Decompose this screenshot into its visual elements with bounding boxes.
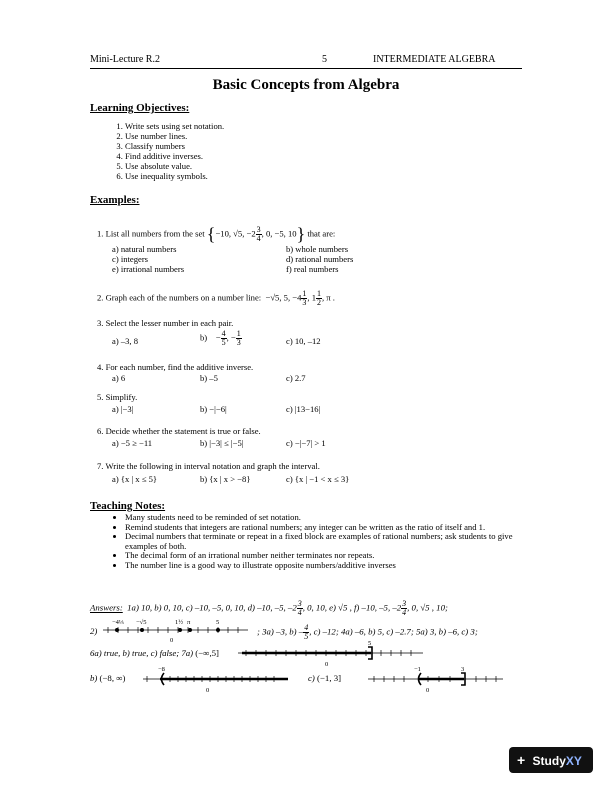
list-item: • Remind students that integers are rational numbers; any integer can be written as the ratio of itself and 1. [125,523,535,533]
example-1: 1. List all numbers from the set {−10, √5, −2 $\frac{3}{4}$ , 0, −5, 10} that are: [97,224,336,244]
label-neg-sqrt5: −√5 [136,619,147,626]
list-item: • The decimal form of an irrational number neither terminates nor repeats. [125,551,535,561]
list-item: 6. Use inequality symbols. [125,172,224,182]
label-pi: π [187,619,191,626]
label-3: 3 [461,666,465,673]
ex4-a: a) 6 [112,373,126,383]
label-0: 0 [206,687,210,694]
ex3-b: b) − $\frac{4}{5}$ , − $\frac{1}{3}$ [200,329,241,347]
header-right: INTERMEDIATE ALGEBRA [373,54,496,65]
ex1-b: b) whole numbers [286,244,349,254]
point-neg-sqrt5 [140,628,144,632]
answers-line-2: ; 3a) –3, b) – $\frac{4}{5}$ , c) –12; 4a) –6, b) 5, c) –2.7; 5a) 3, b) –6, c) 3; [257,623,478,641]
ex7-b: b) {x | x > −8} [200,474,251,484]
teaching-heading: Teaching Notes: [90,500,166,512]
ex4-c: c) 2.7 [286,373,306,383]
point-neg-4-1-3 [115,628,119,632]
label-0: 0 [426,687,430,694]
page-number: 5 [322,54,327,65]
ex4-b: b) –5 [200,373,218,383]
example-3: 3. Select the lesser number in each pair. [97,318,234,328]
ex1-e: e) irrational numbers [112,264,185,274]
point-1-1-2 [178,628,182,632]
ex1-f: f) real numbers [286,264,339,274]
header-rule [90,68,522,69]
list-item: • Decimal numbers that terminate or repeat in a fixed block are examples of rational numbers; ask students to give examples of both. [125,532,535,551]
number-line-ex2 [103,620,253,644]
point-5 [216,628,220,632]
example-2: 2. Graph each of the numbers on a number line: −√5, 5, −4 $\frac{1}{3}$ , 1 $\frac{1}{2}$ , π . [97,289,335,307]
ex5-c: c) |13−16| [286,404,321,414]
examples-heading: Examples: [90,194,140,206]
ex1-a: a) natural numbers [112,244,177,254]
studyxy-badge[interactable] [509,747,593,773]
label-0: 0 [325,661,329,668]
objectives-heading: Learning Objectives: [90,102,190,114]
answers-line-4: b) (−8, ∞) [90,673,126,683]
number-line-7a [238,642,428,668]
label-1-1-2: 1½ [175,619,184,626]
ex7-c: c) {x | −1 < x ≤ 3} [286,474,350,484]
number-line-7c [368,668,508,694]
ex1-c: c) integers [112,254,149,264]
list-item: 5. Use absolute value. [125,162,224,172]
example-4: 4. For each number, find the additive inverse. [97,362,254,372]
list-item: • The number line is a good way to illustrate opposite numbers/additive inverses [125,561,535,571]
ex6-a: a) −5 ≥ −11 [112,438,153,448]
ex3-a: a) –3, 8 [112,336,139,346]
header-left: Mini-Lecture R.2 [90,54,160,65]
list-item: 4. Find additive inverses. [125,152,224,162]
ex7-a: a) {x | x ≤ 5} [112,474,157,484]
fraction: $\frac{3}{4}$ [256,225,261,243]
list-item: 2. Use number lines. [125,132,224,142]
answers-line-3: 6a) true, b) true, c) false; 7a) (−∞,5] [90,648,219,658]
example-6: 6. Decide whether the statement is true or false. [97,426,261,436]
brand-text: Study [532,754,566,768]
list-item: 3. Classify numbers [125,142,224,152]
plus-icon: + [517,752,526,768]
label-5: 5 [216,619,220,626]
answers-line-4c: c) (−1, 3] [308,673,342,683]
ex6-c: c) −|−7| > 1 [286,438,326,448]
example-7: 7. Write the following in interval notation and graph the interval. [97,461,320,471]
label-neg-8: −8 [158,666,165,673]
ex5-b: b) −|−6| [200,404,227,414]
page-title: Basic Concepts from Algebra [212,77,400,93]
objectives-list [103,122,224,181]
label-0: 0 [170,637,174,644]
brand-text-xy: XY [565,754,582,768]
list-item: • Many students need to be reminded of set notation. [125,513,535,523]
teaching-list [103,513,535,571]
label-neg-1: −1 [414,666,421,673]
answers-line-1: Answers: 1a) 10, b) 0, 10, c) –10, –5, 0, 10, d) –10, –5, –2 $\frac{3}{4}$ , 0, 10, e) √5 , f) –10, –5, –2 $\frac{3}{4}$ , 0, √5 , 10; [90,599,448,617]
label-neg-4-1-3: −4⅓ [112,619,124,626]
ex6-b: b) |−3| ≤ |−5| [200,438,244,448]
ex3-c: c) 10, –12 [286,336,321,346]
label-5: 5 [368,640,372,647]
ex5-a: a) |−3| [112,404,134,414]
ex1-d: d) rational numbers [286,254,354,264]
answers-line-2-label: 2) [90,626,98,636]
example-5: 5. Simplify. [97,392,138,402]
number-line-7b [143,668,293,694]
point-pi [188,628,192,632]
list-item: 1. Write sets using set notation. [125,122,224,132]
